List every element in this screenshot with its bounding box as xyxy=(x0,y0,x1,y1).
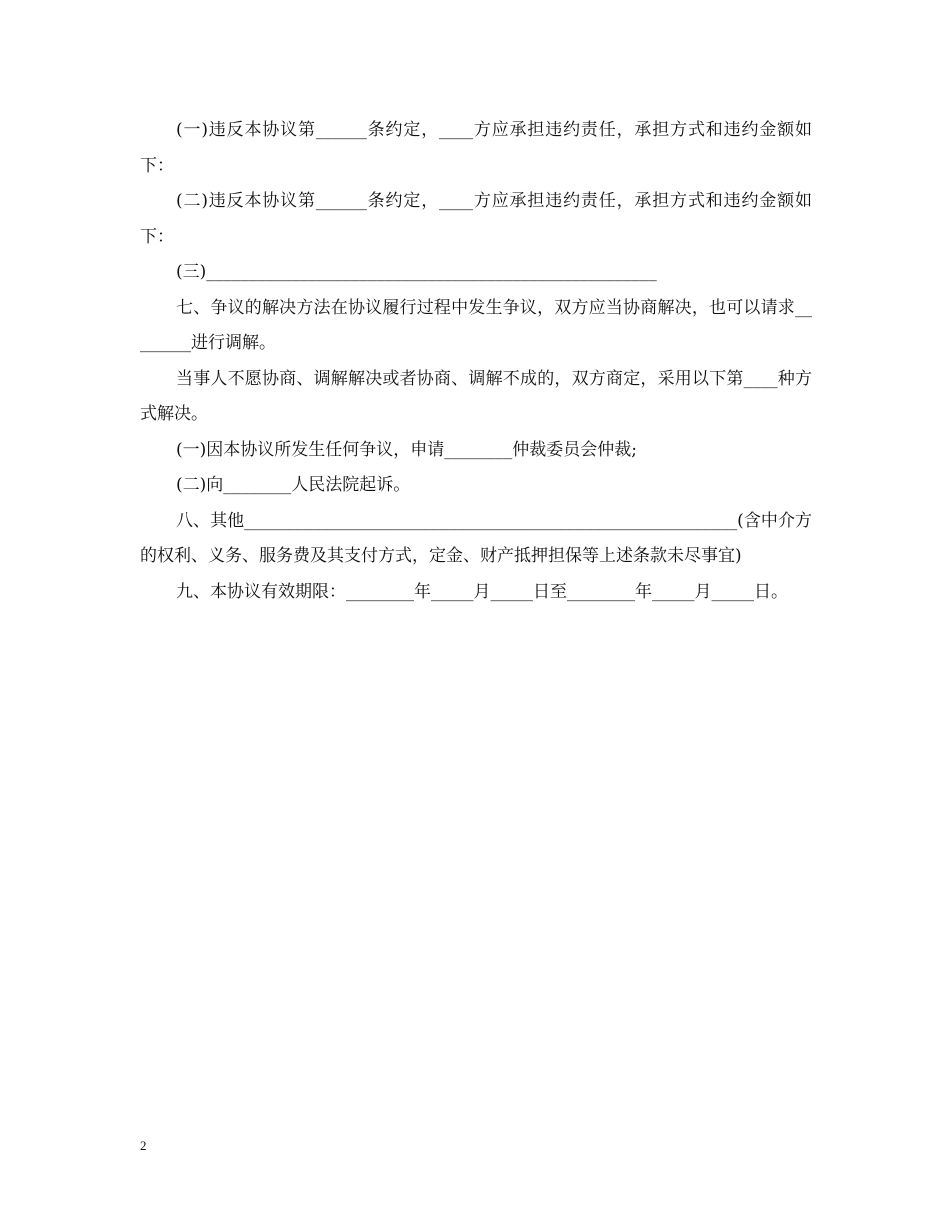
clause-breach-3: (三)_____________________________________________________ xyxy=(176,262,657,282)
clause-dispute-resolution: 七、争议的解决方法在协议履行过程中发生争议，双方应当协商解决，也可以请求________进行调解。 xyxy=(140,297,812,353)
page-number: 2 xyxy=(140,1138,147,1153)
clause-breach-1: (一)违反本协议第______条约定，____方应承担违约责任，承担方式和违约金额如下： xyxy=(140,120,812,176)
clause-arbitration: (一)因本协议所发生任何争议，申请________仲裁委员会仲裁; xyxy=(176,439,637,460)
document-body xyxy=(140,113,812,610)
clause-breach-2: (二)违反本协议第______条约定，____方应承担违约责任，承担方式和违约金额如下： xyxy=(140,191,812,247)
clause-litigation: (二)向________人民法院起诉。 xyxy=(176,475,411,495)
clause-other: 八、其他__________________________________________________________(含中介方的权利、义务、服务费及其支付方式，定金、财产抵押担保等上述条款未尽事宜) xyxy=(140,510,812,566)
clause-validity-period: 九、本协议有效期限：________年_____月_____日至________年_____月_____日。 xyxy=(176,581,788,602)
clause-dispute-options: 当事人不愿协商、调解解决或者协商、调解不成的，双方商定，采用以下第____种方式解决。 xyxy=(140,368,812,424)
